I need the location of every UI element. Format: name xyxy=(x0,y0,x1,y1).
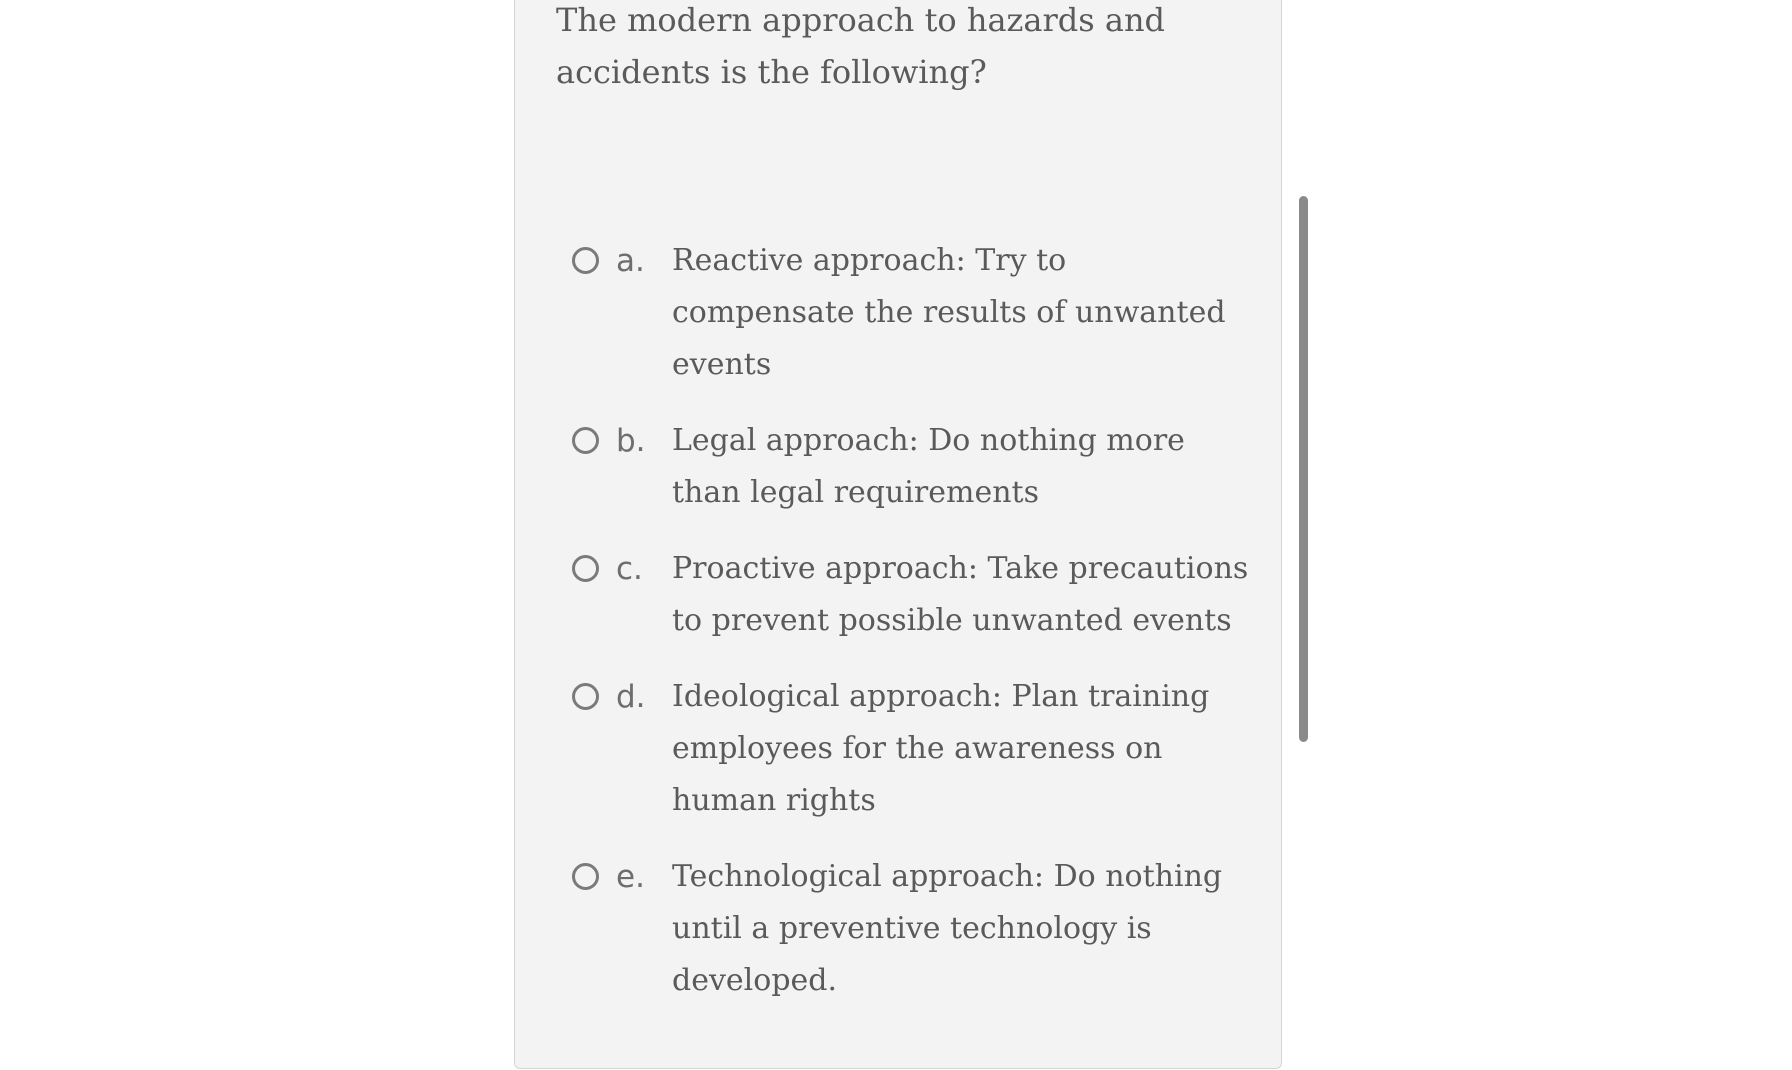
radio-button-c[interactable] xyxy=(572,555,599,582)
radio-button-d[interactable] xyxy=(572,683,599,710)
radio-button-a[interactable] xyxy=(572,247,599,274)
answer-letter-d: d. xyxy=(616,679,646,715)
answer-text-d[interactable]: Ideological approach: Plan training employees for the awareness on human rights xyxy=(672,679,1210,818)
vertical-scrollbar[interactable] xyxy=(1299,196,1308,742)
scrollbar-thumb[interactable] xyxy=(1299,196,1308,742)
answer-letter-a: a. xyxy=(616,243,645,279)
radio-button-b[interactable] xyxy=(572,427,599,454)
question-text: The modern approach to hazards and accidents is the following? xyxy=(556,1,1166,91)
answer-letter-e: e. xyxy=(616,859,645,895)
answer-letter-b: b. xyxy=(616,423,646,459)
radio-button-e[interactable] xyxy=(572,863,599,890)
answer-text-b[interactable]: Legal approach: Do nothing more than legal requirements xyxy=(672,423,1185,510)
answer-text-a[interactable]: Reactive approach: Try to compensate the results of unwanted events xyxy=(672,243,1226,382)
question-card xyxy=(514,0,1282,1069)
answer-text-c[interactable]: Proactive approach: Take precautions to prevent possible unwanted events xyxy=(672,551,1249,638)
answer-letter-c: c. xyxy=(616,551,643,587)
answer-text-e[interactable]: Technological approach: Do nothing until a preventive technology is developed. xyxy=(672,859,1223,998)
